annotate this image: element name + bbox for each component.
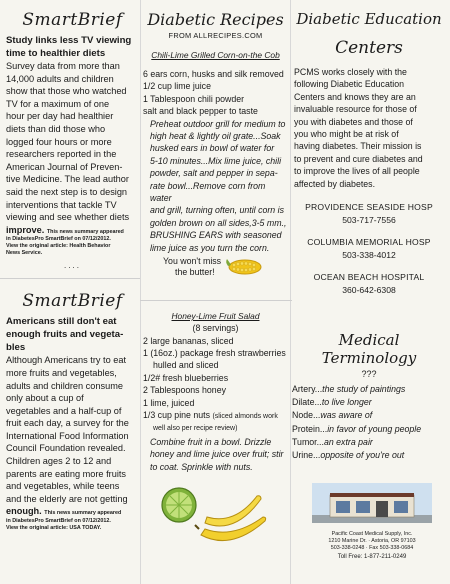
fruit-illustration — [143, 477, 283, 549]
corn-closing-row — [143, 256, 288, 278]
headline-tv: Study links less TV viewing time to healthier diets — [6, 35, 132, 59]
business-card — [312, 483, 432, 560]
recipes-source: FROM ALLRECIPES.COM — [168, 31, 263, 40]
company-address: 1210 Marine Dr. · Astoria, OR 97103 — [328, 538, 416, 544]
hospital-entry: COLUMBIA MEMORIAL HOSP 503-338-4012 — [307, 237, 431, 261]
recipe-salad-ingredients: 2 large bananas, sliced 1 (16oz.) package fresh strawberries hulled and sliced 1/2# fresh blueberries 2 Tablespoons honey 1 lime, juiced 1/3 cup pine nuts (sliced almonds work well also per recipe review) — [143, 335, 286, 433]
company-phones: 503-338-0248 · Fax 503-338-0684 — [330, 545, 414, 551]
hospital-entry: OCEAN BEACH HOSPITAL 360-642-6308 — [313, 272, 425, 296]
recipe-salad-name: Honey-Lime Fruit Salad — [171, 311, 260, 322]
hospital-list — [292, 202, 446, 295]
storefront-photo — [312, 483, 432, 523]
term-row: Artery...the study of paintings — [292, 384, 406, 395]
divider — [0, 278, 140, 279]
company-tollfree: Toll Free: 1-877-211-0249 — [337, 554, 407, 560]
term-row: Node...was aware of — [292, 410, 373, 421]
terminology-list — [292, 383, 446, 462]
divider — [140, 300, 292, 301]
article-tv-body: Survey data from more than 14,000 adults and children show that those who watched TV for a maximum of one hour per day had healthier diets than did those who logged four hours or more researchers reported in the American Journal of Preven- tive Medicine. The lead author said the next step is to design interventions that tackle TV viewing and see whether diets improve. This news summary appeared — [6, 61, 130, 235]
question-marks: ??? — [361, 369, 377, 380]
corn-icon — [225, 256, 263, 278]
smartbrief-title-2: SmartBrief — [22, 291, 123, 312]
centers-title: Diabetic Education — [296, 10, 442, 28]
recipe-corn-ingredients: 6 ears corn, husks and silk removed 1/2 cup lime juice 1 Tablespoon chili powder salt and black pepper to taste — [143, 69, 284, 117]
right-column — [292, 0, 446, 560]
recipe-salad-directions: Combine fruit in a bowl. Drizzle honey and lime juice over fruit; stir to coat. Sprinkle with nuts. — [150, 436, 284, 472]
left-column — [6, 0, 139, 532]
term-row: Protein...in favor of young people — [292, 423, 422, 434]
hospital-entry: PROVIDENCE SEASIDE HOSP 503-717-7556 — [305, 202, 433, 226]
recipe-corn-name: Chili-Lime Grilled Corn-on-the Cob — [151, 50, 280, 60]
centers-title-2: Centers — [335, 38, 403, 58]
source-note-fruits: in DiabetesPro SmartBrief on 07/12/2012. View the original article: USA TODAY. — [6, 518, 111, 532]
centers-body: PCMS works closely with the following Diabetic Education Centers and knows they are an invaluable resource for those of you with diabetes and those of you who might be at risk of having diabetes. Their mission is to prevent and cure diabetes and to improve the lives of all people affected by diabetes. — [294, 67, 423, 189]
recipes-title: Diabetic Recipes — [147, 10, 284, 29]
closing-line: You won't miss the butter! — [163, 256, 222, 278]
separator-dots: .... — [64, 261, 81, 271]
term-row: Dilate...to live longer — [292, 397, 372, 408]
smartbrief-title-1: SmartBrief — [22, 10, 123, 30]
medical-terminology-title: Medical Terminology — [321, 331, 417, 368]
term-row: Urine...opposite of you're out — [292, 450, 405, 461]
company-name: Pacific Coast Medical Supply, Inc. — [331, 531, 413, 537]
source-note-tv: in DiabetesPro SmartBrief on 07/12/2012. View the original article: Health Behavior News Service. — [6, 236, 111, 257]
term-row: Tumor...an extra pair — [292, 436, 373, 447]
recipe-corn-directions: Preheat outdoor grill for medium to high heat & lightly oil grate...Soak husked ears in bowl of water for 5-10 minutes...Mix lime juice, chili powder, salt and pepper in sepa- rate bowl...Remove corn from water and grill, turning often, until corn is golden brown on all sides,3-5 mm., BRUSHING EARS with seasoned lime juice as you turn the corn. — [150, 118, 287, 253]
headline-fruits: Americans still don't eat enough fruits and vegeta- bles — [6, 316, 124, 354]
middle-column — [143, 0, 288, 554]
lime-icon — [162, 488, 196, 522]
banana-icon — [195, 496, 266, 541]
article-fruits-body: Although Americans try to eat more fruits and vegetables, adults and children consume only about a cup of vegetables and a half-cup of fruit each day, a survey for the International Food Information Council Foundation revealed. Children ages 2 to 12 and parents are eating more fruits and vegetables, while teens and the elderly are not getting enough. This news summary appeared — [6, 355, 129, 517]
recipe-salad-servings: (8 servings) — [192, 323, 239, 334]
